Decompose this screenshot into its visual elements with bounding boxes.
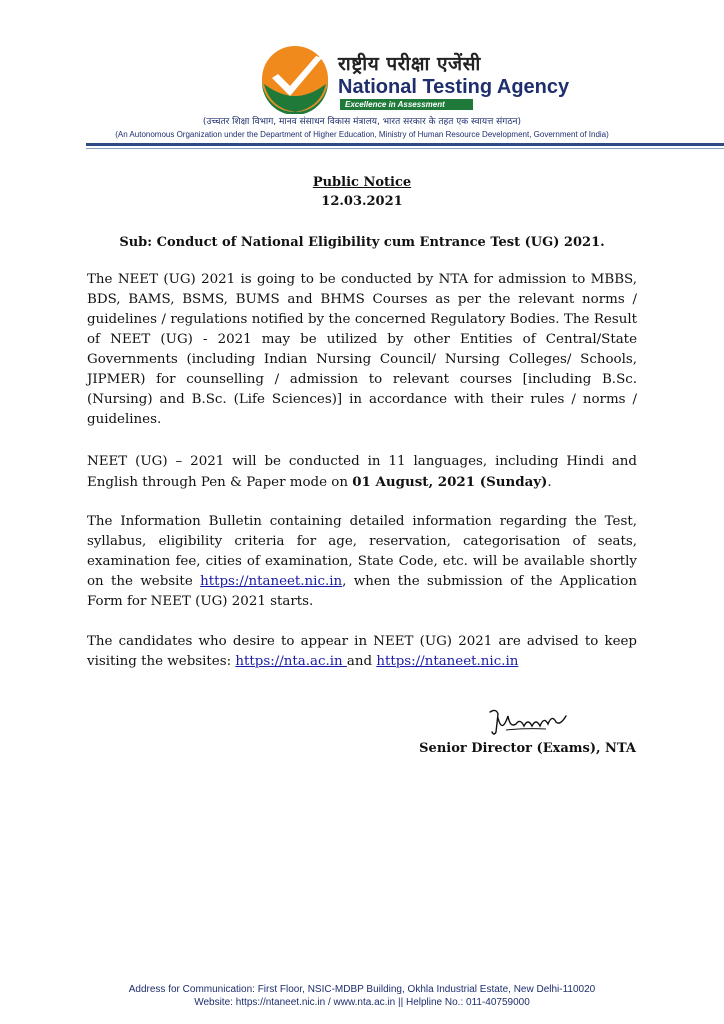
paragraph-bulletin-text: The Information Bulletin containing detailed information regarding the Test, syllabus, eligibility criteria for age, reservation, categorisation of seats, examination fee, cities of examination, State Code, etc. will be available shortly on the website — [87, 514, 637, 589]
exam-date: 01 August, 2021 (Sunday) — [352, 474, 548, 490]
agency-hindi-subtitle: (उच्चतर शिक्षा विभाग, मानव संसाधन विकास मंत्रालय, भारत सरकार के तहत एक स्वायत्त संगठन) — [202, 117, 522, 127]
header-divider — [86, 143, 724, 146]
paragraph-bulletin — [87, 512, 637, 612]
footer-contact: Website: https://ntaneet.nic.in / www.nta.ac.in || Helpline No.: 011-40759000 — [194, 997, 530, 1008]
agency-english-subtitle: (An Autonomous Organization under the Department of Higher Education, Ministry of Human Resource Development, Government of India) — [115, 130, 609, 139]
paragraph-websites-text: The candidates who desire to appear in NEET (UG) 2021 are advised to keep visiting the websites: — [87, 634, 637, 669]
paragraph-websites — [87, 632, 637, 672]
signature-icon — [486, 704, 572, 738]
paragraph-exam-date-end: . — [547, 475, 552, 490]
nta-logo-icon — [260, 44, 330, 114]
paragraph-exam-date-text: NEET (UG) – 2021 will be conducted in 11 languages, including Hindi and English through Pen & Paper mode on — [87, 454, 637, 490]
ntaneet-link-2[interactable]: https://ntaneet.nic.in — [376, 654, 519, 669]
letterhead — [0, 0, 724, 160]
notice-subject: Sub: Conduct of National Eligibility cum Entrance Test (UG) 2021. — [119, 235, 605, 250]
paragraph-exam-date — [87, 452, 637, 493]
nta-link[interactable]: https://nta.ac.in — [235, 654, 347, 669]
notice-title: Public Notice — [312, 175, 412, 190]
notice-date: 12.03.2021 — [321, 194, 403, 209]
header-divider-thin — [86, 148, 724, 149]
agency-hindi-name: राष्ट्रीय परीक्षा एजेंसी — [338, 53, 481, 75]
agency-english-name: National Testing Agency — [338, 76, 570, 98]
paragraph-admission: The NEET (UG) 2021 is going to be conducted by NTA for admission to MBBS, BDS, BAMS, BSMS, BUMS and BHMS Courses as per the relevant norms / guidelines / regulations notified by the concerned Regulatory Bodies. The Result of NEET (UG) - 2021 may be utilized by other Entities of Central/State Governments (including Indian Nursing Council/ Nursing Colleges/ Schools, JIPMER) for counselling / admission to relevant courses [including B.Sc. (Nursing) and B.Sc. (Life Sciences)] in accordance with their rules / norms / guidelines. — [87, 272, 637, 427]
paragraph-bulletin-end: , when the submission of the Application Form for NEET (UG) 2021 starts. — [87, 574, 637, 609]
paragraph-websites-and: and — [346, 654, 377, 669]
agency-tagline: Excellence in Assessment — [340, 99, 473, 110]
ntaneet-link[interactable]: https://ntaneet.nic.in — [200, 574, 343, 589]
footer-address: Address for Communication: First Floor, NSIC-MDBP Building, Okhla Industrial Estate, New Delhi-110020 — [128, 984, 596, 995]
signatory: Senior Director (Exams), NTA — [419, 741, 636, 756]
